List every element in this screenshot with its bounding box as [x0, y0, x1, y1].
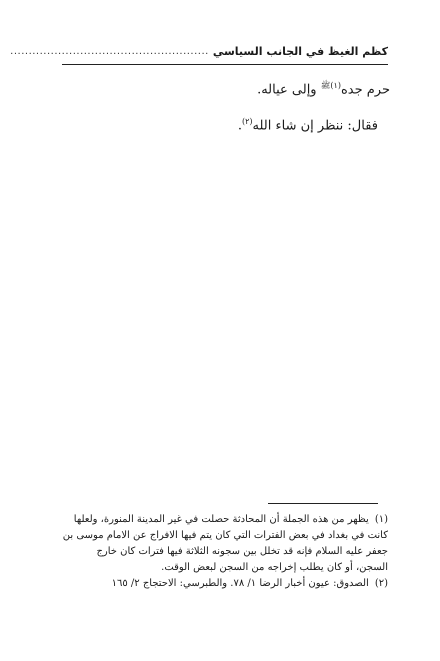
- footnote-2-text: الصدوق: عيون أخبار الرضا ١/ ٧٨. والطبرسي: الاحتجاج ٢/ ١٦٥: [111, 578, 369, 589]
- running-header: [10, 40, 388, 62]
- footnote-rule: [268, 503, 378, 504]
- body-line-2-tail: .: [237, 118, 242, 134]
- footnote-2: [62, 576, 388, 592]
- honorific-glyph: ﷺ: [320, 81, 331, 90]
- body-line-1-text: حرم جده: [340, 82, 390, 98]
- footnote-ref-1: (١): [330, 81, 341, 90]
- footnote-1-text: يظهر من هذه الجملة أن المحادثة حصلت في غير المدينة المنورة، ولعلها كانت في بغداد في بعض الفترات التي كان يتم فيها الافراج عن الامام موسى بن جعفر عليه السلام فإنه قد تخلل بين سجونه الثلاثة فيها فترات كان خارج السجن، أو كان يطلب إخراجه من السجن لبعض الوقت.: [62, 514, 388, 573]
- body-line-1-tail: وإلى عياله.: [257, 82, 321, 98]
- footnote-1: [62, 512, 388, 576]
- chapter-title: كظم الغيظ في الجانب السياسي: [212, 44, 388, 58]
- body-line-1: [257, 80, 390, 97]
- footnote-2-number: (٢): [374, 578, 388, 589]
- footnote-ref-2: (٢): [241, 117, 253, 126]
- leader-dots: ......................................................: [10, 45, 209, 57]
- footnote-1-number: (١): [374, 514, 388, 525]
- body-line-2-text: فقال: ننظر إن شاء الله: [252, 118, 378, 134]
- footnotes: [62, 512, 388, 592]
- header-rule: [62, 64, 388, 65]
- body-line-2: [238, 117, 378, 133]
